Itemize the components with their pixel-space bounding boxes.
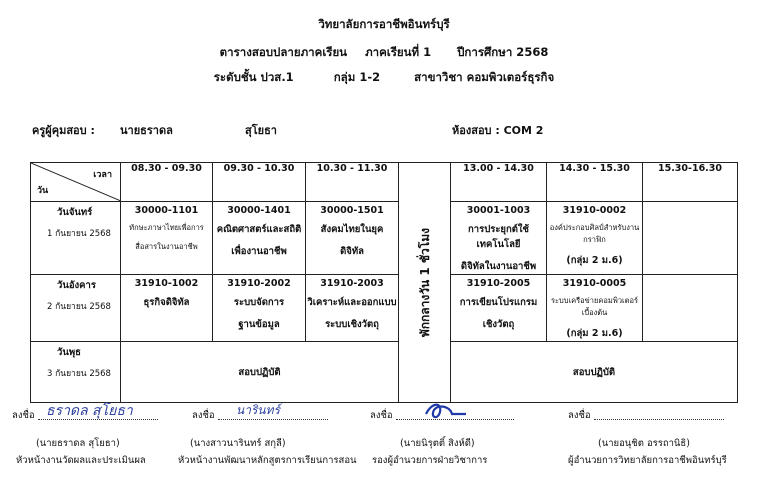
day-row-wednesday [31,342,738,403]
day-date: 3 กันยายน 2568 [47,369,111,379]
signer-name: (นางสาวนารินทร์ สกุลี) [190,438,286,449]
major-label: สาขาวิชา คอมพิวเตอร์ธุรกิจ [414,70,555,84]
handwritten-signature-mark [422,400,468,422]
handwritten-signature: นารินทร์ [236,403,280,417]
proctor-label: ครูผู้คุมสอบ : [32,124,95,137]
subject-code: 31910-1002 [134,278,199,289]
time-slot: 08.30 - 09.30 [121,163,213,202]
time-header-row [31,163,738,202]
day-date: 2 กันยายน 2568 [47,302,111,312]
day-date: 1 กันยายน 2568 [47,229,111,239]
subject-name: องค์ประกอบศิลป์สำหรับงานกราฟิก [549,223,640,244]
day-name: วันพุธ [57,347,81,358]
lunch-break-label: พักกลางวัน 1 ชั่วโมง [418,227,432,338]
exam-room: ห้องสอบ : COM 2 [452,124,544,137]
college-name: วิทยาลัยการอาชีพอินทร์บุรี [318,17,450,31]
exam-title-line [0,44,768,62]
subject-code: 31910-2005 [466,278,531,289]
lunch-break-cell [399,163,451,403]
exam-schedule-table [30,162,738,403]
subject-name-cont: เชิงวัตถุ [482,319,515,330]
proctor-first-name: นายธราดล [120,124,173,137]
handwritten-signature: ธราดล สุโยธา [46,403,133,419]
corner-day-label: วัน [37,186,49,196]
signer-name: (นายอนุชิต อรรถานิธิ) [598,438,690,449]
subject-name-cont: ดิจิทัลในงานอาชีพ [460,261,537,272]
exam-cell [547,202,643,275]
signer-position: ผู้อำนวยการวิทยาลัยการอาชีพอินทร์บุรี [568,455,727,466]
year-label: ปีการศึกษา 2568 [457,45,549,59]
signer-name: (นายธราดล สุโยธา) [36,438,120,449]
time-slot: 10.30 - 11.30 [306,163,399,202]
subject-name: การเขียนโปรแกรม [459,297,538,308]
subject-code: 30000-1401 [227,205,291,216]
exam-cell [306,202,399,275]
subject-name-cont: ระบบเชิงวัตถุ [325,319,379,330]
term-label: ภาคเรียนที่ 1 [365,45,432,59]
exam-cell [451,275,547,342]
time-slot: 09.30 - 10.30 [213,163,306,202]
subject-code: 30001-1003 [466,205,531,216]
day-cell [31,275,121,342]
subject-name: ทักษะภาษาไทยเพื่อการ [129,223,204,232]
practical-exam-morning: สอบปฏิบัติ [121,342,399,403]
corner-cell [31,163,121,202]
subject-name: สังคมไทยในยุค [320,224,384,235]
subject-code: 31910-2003 [320,278,384,289]
day-name: วันจันทร์ [57,207,93,218]
exam-cell-empty [643,275,738,342]
subject-name: คณิตศาสตร์และสถิติ [216,224,302,235]
exam-title: ตารางสอบปลายภาคเรียน [219,45,348,59]
subject-code: 31910-0005 [562,278,627,289]
exam-cell [213,202,306,275]
subject-name: การประยุกต์ใช้เทคโนโลยี [468,224,529,250]
exam-cell [121,202,213,275]
subject-name-cont: ฐานข้อมูล [238,319,280,330]
subject-group: (กลุ่ม 2 ม.6) [566,255,623,266]
subject-name-cont: เพื่องานอาชีพ [231,246,287,257]
college-title [0,16,768,34]
subject-group: (กลุ่ม 2 ม.6) [566,328,623,339]
day-name: วันอังคาร [57,280,96,291]
subject-name: ระบบจัดการ [233,297,285,308]
time-slot: 15.30-16.30 [643,163,738,202]
subject-name-cont: สื่อสารในงานอาชีพ [135,242,198,251]
exam-cell [213,275,306,342]
group-label: กลุ่ม 1-2 [333,70,381,84]
day-cell [31,202,121,275]
exam-cell [547,275,643,342]
day-row-monday [31,202,738,275]
subject-name: ระบบเครือข่ายคอมพิวเตอร์เบื้องต้น [550,296,638,317]
corner-time-label: เวลา [93,170,112,180]
subject-code: 30000-1101 [134,205,199,216]
time-slot: 13.00 - 14.30 [451,163,547,202]
signer-position: หัวหน้างานวัดผลและประเมินผล [16,455,146,466]
subject-name: ธุรกิจดิจิทัล [143,297,190,308]
practical-exam-afternoon: สอบปฏิบัติ [451,342,738,403]
subject-code: 31910-0002 [562,205,627,216]
class-info-line [0,69,768,87]
sign-line [594,419,724,420]
time-slot: 14.30 - 15.30 [547,163,643,202]
day-cell [31,342,121,403]
exam-cell [121,275,213,342]
signer-name: (นายนิรุตติ์ สิงห์ดี) [400,438,475,449]
level-label: ระดับชั้น ปวส.1 [213,70,294,84]
sign-label: ลงชื่อ [12,410,35,421]
sign-label: ลงชื่อ [370,410,393,421]
signer-position: รองผู้อำนวยการฝ่ายวิชาการ [372,455,488,466]
exam-cell-empty [643,202,738,275]
sign-label: ลงชื่อ [568,410,591,421]
subject-code: 30000-1501 [320,205,384,216]
subject-code: 31910-2002 [227,278,291,289]
signer-position: หัวหน้างานพัฒนาหลักสูตรการเรียนการสอน [178,455,357,466]
subject-name: วิเคราะห์และออกแบบ [307,297,397,308]
exam-cell [306,275,399,342]
proctor-last-name: สุโยธา [245,124,277,137]
day-row-tuesday [31,275,738,342]
exam-cell [451,202,547,275]
subject-name-cont: ดิจิทัล [340,246,364,257]
sign-label: ลงชื่อ [192,410,215,421]
